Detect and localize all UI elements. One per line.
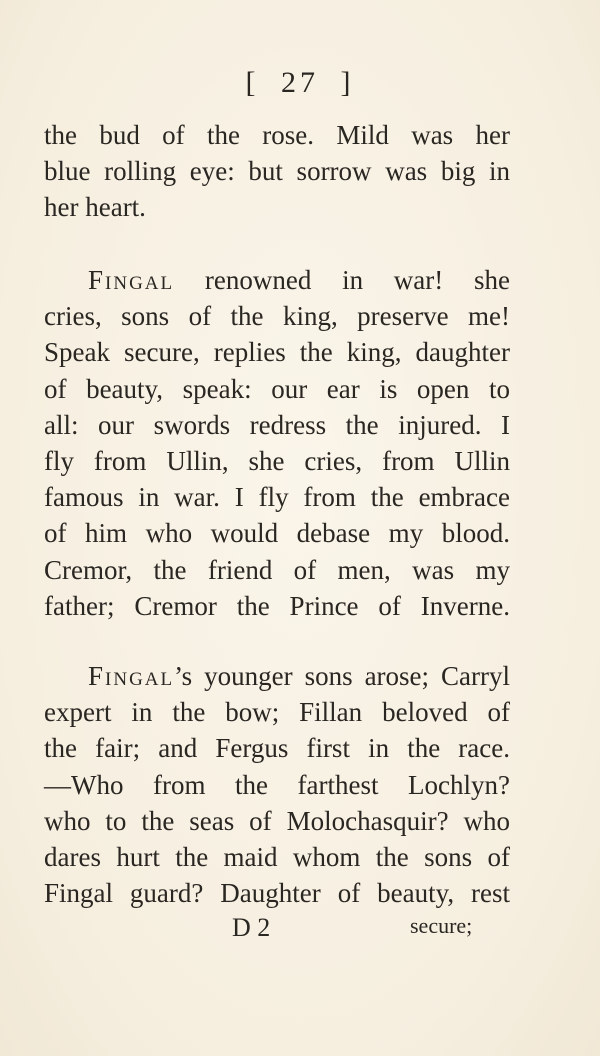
text-line: Cremor, the friend of men, was my <box>44 554 510 585</box>
name-small-caps: Fingal <box>88 661 175 691</box>
text-line: father; Cremor the Prince of Inverne. <box>44 590 510 621</box>
text-line: all: our swords redress the injured. I <box>44 409 510 440</box>
text-line: expert in the bow; Fillan beloved of <box>44 697 510 728</box>
text-line: of beauty, speak: our ear is open to <box>44 373 510 404</box>
text-line: Fingal guard? Daughter of beauty, rest <box>44 878 510 909</box>
text-line: dares hurt the maid whom the sons of <box>44 842 510 873</box>
text-line: cries, sons of the king, preserve me! <box>44 301 510 332</box>
signature-mark: D 2 <box>232 913 271 942</box>
name-small-caps: Fingal <box>88 265 175 295</box>
text-line-lead <box>44 262 510 298</box>
page-number: 27 <box>281 66 319 99</box>
text-line: the fair; and Fergus first in the race. <box>44 733 510 764</box>
text-line: who to the seas of Molochasquir? who <box>44 805 510 836</box>
text-line: the bud of the rose. Mild was her <box>44 120 510 150</box>
text-line: blue rolling eye: but sorrow was big in <box>44 156 510 187</box>
paragraph-2 <box>44 262 510 624</box>
header-open-bracket: [ <box>245 66 260 99</box>
text-line-rest: renowned in war! she <box>204 265 511 295</box>
text-line: famous in war. I fly from the embrace <box>44 482 510 513</box>
text-line: of him who would debase my blood. <box>44 518 510 549</box>
text-line: fly from Ullin, she cries, from Ullin <box>44 446 510 477</box>
text-line-rest: ’s younger sons arose; Carryl <box>174 661 510 691</box>
header-close-bracket: ] <box>340 66 355 99</box>
paragraph-1 <box>44 117 510 226</box>
paragraph-3 <box>44 658 510 911</box>
catchword: secure; <box>410 913 473 938</box>
text-line: —Who from the farthest Lochlyn? <box>44 769 510 800</box>
text-line-lead <box>44 658 510 694</box>
text-line: her heart. <box>44 192 146 223</box>
text-line: Speak secure, replies the king, daughter <box>44 337 510 368</box>
page-header <box>0 66 600 100</box>
